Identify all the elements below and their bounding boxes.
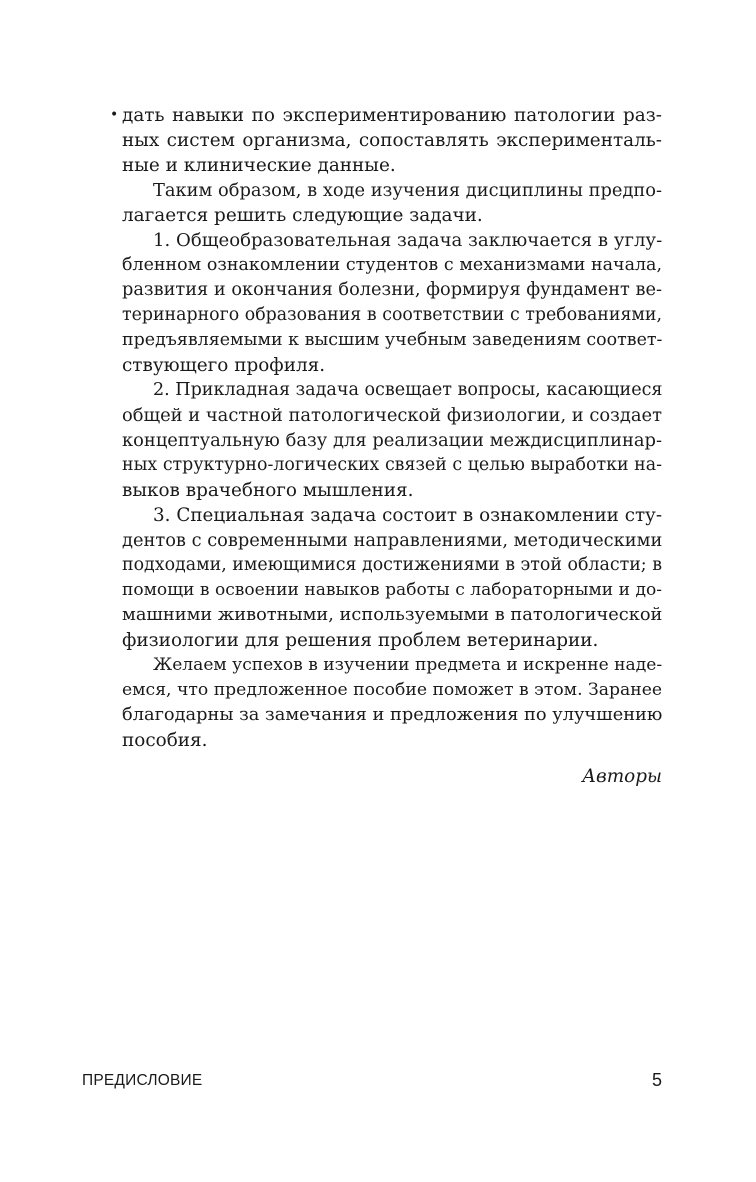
page-number: 5 [651, 1070, 662, 1090]
text-line: машними животными, используемыми в патологической [122, 605, 663, 625]
text-line: Желаем успехов в изучении предмета и искренне наде- [153, 655, 663, 675]
paragraph-task-1 [122, 228, 662, 378]
text-line: ных структурно-логических связей с целью выработки на- [122, 455, 662, 475]
text-line: ствующего профиля. [122, 355, 326, 376]
text-line: дентов с современными направлениями, методическими [122, 530, 663, 551]
bullet-marker: • [110, 107, 119, 123]
text-line: физиологии для решения проблем ветеринарии. [122, 630, 599, 651]
text-line: бленном ознакомлении студентов с механизмами начала, [122, 255, 662, 275]
text-line: 2. Прикладная задача освещает вопросы, касающиеся [153, 380, 663, 400]
text-line: ных систем организма, сопоставлять эксперименталь- [122, 130, 662, 151]
text-line: теринарного образования в соответствии с требованиями, [122, 305, 662, 325]
paragraph-task-3 [122, 503, 662, 653]
text-line: развития и окончания болезни, формируя фундамент ве- [122, 280, 662, 300]
text-line: пособия. [122, 730, 208, 751]
authors-signature: Авторы [582, 766, 662, 787]
text-line: благодарны за замечания и предложения по улучшению [122, 705, 663, 725]
text-line: общей и частной патологической физиологии, и создает [122, 405, 662, 426]
text-line: подходами, имеющимися достижениями в этой области; в [122, 555, 662, 575]
paragraph-summary [122, 178, 662, 228]
text-line: предъявляемыми к высшим учебным заведениям соответ- [122, 330, 663, 350]
text-line: выков врачебного мышления. [122, 480, 414, 501]
text-line: дать навыки по экспериментированию патологии раз- [122, 105, 662, 126]
text-line: лагается решить следующие задачи. [122, 205, 483, 226]
text-line: ные и клинические данные. [122, 155, 396, 176]
text-line: 3. Специальная задача состоит в ознакомлении сту- [153, 505, 662, 526]
page-body [110, 103, 663, 789]
running-footer-section-title: ПРЕДИСЛОВИЕ [82, 1072, 203, 1089]
paragraph-task-2 [122, 378, 662, 503]
text-line: помощи в освоении навыков работы с лабораторными и до- [122, 580, 662, 600]
text-line: Таким образом, в ходе изучения дисциплины предпо- [153, 180, 662, 201]
paragraph-wishes [122, 653, 662, 753]
text-line: емся, что предложенное пособие поможет в этом. Заранее [122, 680, 663, 700]
bullet-item [110, 103, 662, 178]
text-line: 1. Общеобразовательная задача заключается в углу- [153, 230, 663, 251]
text-line: концептуальную базу для реализации междисциплинар- [122, 430, 662, 451]
